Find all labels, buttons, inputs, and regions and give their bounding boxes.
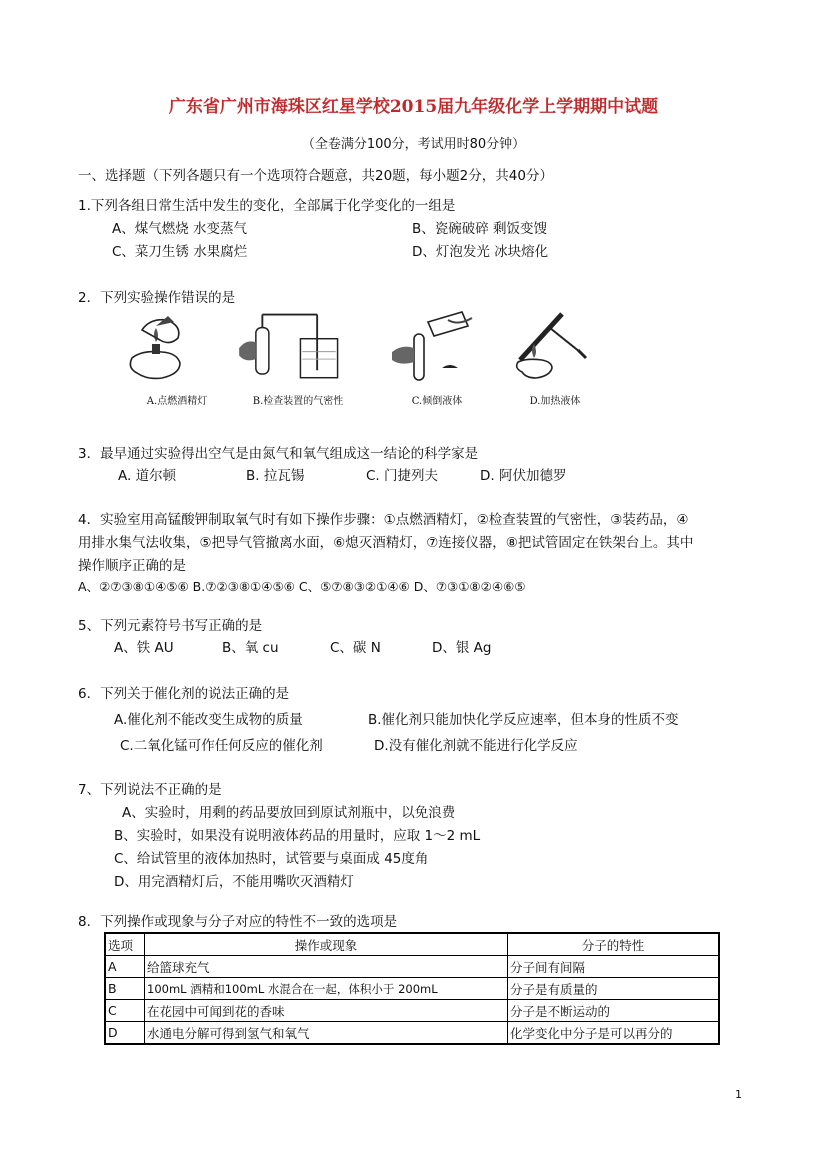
q6-option-d: D.没有催化剂就不能进行化学反应 xyxy=(374,738,578,754)
page-number: 1 xyxy=(735,1088,742,1101)
q5-stem: 5、下列元素符号书写正确的是 xyxy=(78,618,263,634)
row-d-operation: 水通电分解可得到氢气和氧气 xyxy=(145,1022,508,1045)
q4-line-2: 用排水集气法收集，⑤把导气管撤离水面，⑥熄灭酒精灯，⑦连接仪器，⑧把试管固定在铁架台上。其中 xyxy=(78,535,694,551)
page-title: 广东省广州市海珠区红星学校2015届九年级化学上学期期中试题 xyxy=(168,97,659,117)
header-operation: 操作或现象 xyxy=(145,933,508,956)
q4-options: A、②⑦③⑧①④⑤⑥ B.⑦②③⑧①④⑤⑥ C、⑤⑦⑧③②①④⑥ D、⑦③①⑧②④⑥⑤ xyxy=(78,579,526,594)
q3-option-a: A. 道尔顿 xyxy=(118,468,177,484)
q5-option-a: A、铁 AU xyxy=(114,640,174,656)
q7-option-a: A、实验时，用剩的药品要放回到原试剂瓶中，以免浪费 xyxy=(122,805,456,821)
row-a-operation: 给篮球充气 xyxy=(145,956,508,978)
q6-option-c: C.二氧化锰可作任何反应的催化剂 xyxy=(120,738,323,754)
figure-c-caption: C.倾倒液体 xyxy=(411,396,463,407)
row-c-option: C xyxy=(105,1000,145,1022)
q3-option-c: C. 门捷列夫 xyxy=(366,468,439,484)
q2-stem: 2．下列实验操作错误的是 xyxy=(78,290,236,306)
row-b-option: B xyxy=(105,978,145,1000)
row-b-property: 分子是有质量的 xyxy=(508,978,720,1000)
figure-d-caption: D.加热液体 xyxy=(529,396,581,407)
q5-option-c: C、碳 N xyxy=(330,640,381,656)
q7-option-d: D、用完酒精灯后，不能用嘴吹灭酒精灯 xyxy=(114,874,354,890)
q7-stem: 7、下列说法不正确的是 xyxy=(78,782,222,798)
row-a-property: 分子间有间隔 xyxy=(508,956,720,978)
row-b-operation: 100mL 酒精和100mL 水混合在一起，体积小于 200mL xyxy=(145,978,508,1000)
q4-line-3: 操作顺序正确的是 xyxy=(78,558,186,574)
q6-option-a: A.催化剂不能改变生成物的质量 xyxy=(114,712,303,728)
q5-option-d: D、银 Ag xyxy=(432,640,492,656)
figure-d-heating xyxy=(490,308,620,408)
alcohol-lamp-illustration xyxy=(112,308,242,388)
table-header-row xyxy=(105,933,719,956)
header-option: 选项 xyxy=(105,933,145,956)
figure-b-caption: B.检查装置的气密性 xyxy=(252,396,344,407)
exam-info: （全卷满分100分，考试用时80分钟） xyxy=(301,137,526,152)
figure-c-pouring xyxy=(372,308,502,408)
figure-b-airtightness xyxy=(228,308,368,408)
row-d-option: D xyxy=(105,1022,145,1045)
q3-option-d: D. 阿伏加德罗 xyxy=(480,468,567,484)
row-c-property: 分子是不断运动的 xyxy=(508,1000,720,1022)
table-row xyxy=(105,1000,719,1022)
pouring-liquid-illustration xyxy=(372,308,502,388)
q1-option-c: C、菜刀生锈 水果腐烂 xyxy=(112,244,248,260)
q3-stem: 3．最早通过实验得出空气是由氮气和氧气组成这一结论的科学家是 xyxy=(78,446,479,462)
q8-table xyxy=(104,932,720,1045)
row-d-property: 化学变化中分子是可以再分的 xyxy=(508,1022,720,1045)
q1-option-a: A、煤气燃烧 水变蒸气 xyxy=(112,221,248,237)
airtightness-illustration xyxy=(228,308,358,388)
section-heading: 一、选择题（下列各题只有一个选项符合题意，共20题，每小题2分，共40分） xyxy=(78,168,553,184)
row-a-option: A xyxy=(105,956,145,978)
q8-stem: 8．下列操作或现象与分子对应的特性不一致的选项是 xyxy=(78,914,398,930)
q7-option-c: C、给试管里的液体加热时，试管要与桌面成 45度角 xyxy=(114,851,429,867)
q3-option-b: B. 拉瓦锡 xyxy=(246,468,305,484)
q6-stem: 6．下列关于催化剂的说法正确的是 xyxy=(78,686,290,702)
row-c-operation: 在花园中可闻到花的香味 xyxy=(145,1000,508,1022)
q6-option-b: B.催化剂只能加快化学反应速率，但本身的性质不变 xyxy=(368,712,679,728)
q1-stem: 1.下列各组日常生活中发生的变化，全部属于化学变化的一组是 xyxy=(78,198,456,214)
figure-a-caption: A.点燃酒精灯 xyxy=(146,396,208,407)
table-row xyxy=(105,1022,719,1045)
q5-option-b: B、氧 cu xyxy=(222,640,279,656)
q7-option-b: B、实验时，如果没有说明液体药品的用量时，应取 1～2 mL xyxy=(114,828,481,844)
q4-line-1: 4．实验室用高锰酸钾制取氧气时有如下操作步骤：①点燃酒精灯，②检查装置的气密性，③装药品，④ xyxy=(78,512,689,528)
header-property: 分子的特性 xyxy=(508,933,720,956)
table-row xyxy=(105,978,719,1000)
q1-option-d: D、灯泡发光 冰块熔化 xyxy=(412,244,549,260)
table-row xyxy=(105,956,719,978)
q1-option-b: B、瓷碗破碎 剩饭变馊 xyxy=(412,221,548,237)
heating-liquid-illustration xyxy=(490,308,620,388)
figure-a-lighting-lamp xyxy=(112,308,242,408)
